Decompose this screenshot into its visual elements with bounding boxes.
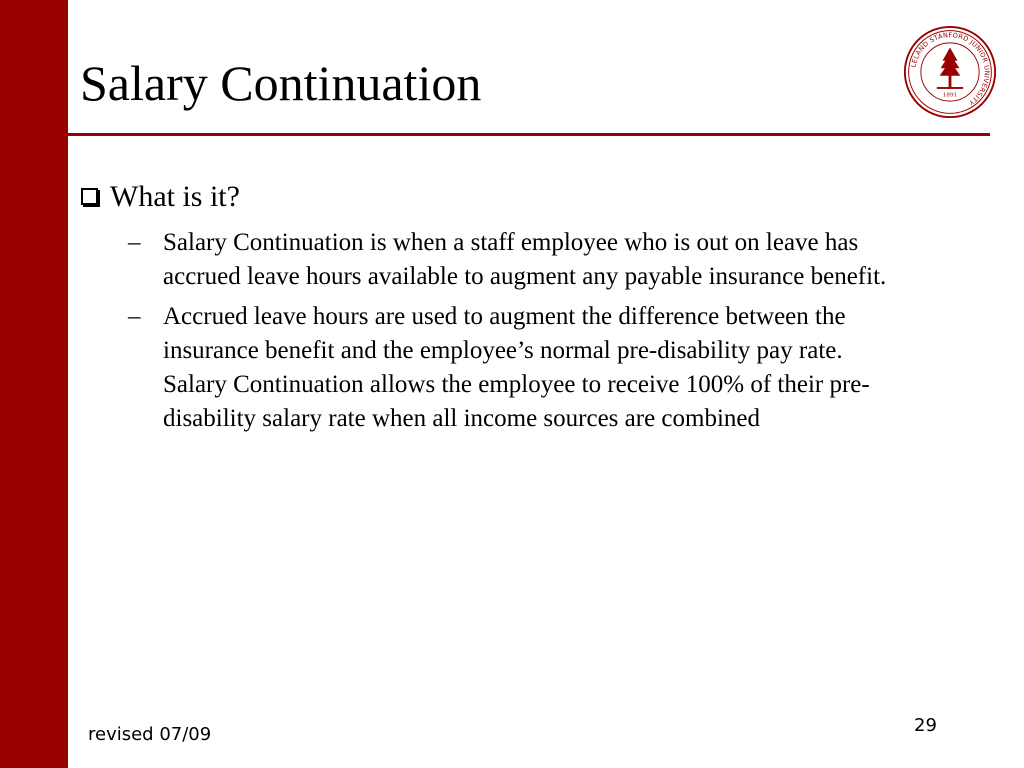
revised-date: revised 07/09 [88,724,212,745]
sub-bullet-text: Accrued leave hours are used to augment the difference between the insurance benefit and the employee’s normal pre-disability pay rate. Salary Continuation allows the employee to receive 100% of their pre-disability salary rate when all income sources are combined [163,303,870,432]
seal-text: LELAND STANFORD JUNIOR UNIVERSITY [909,31,991,107]
bullet-what-is-it [81,180,240,213]
seal-year: 1891 [942,92,958,99]
checkbox-bullet-icon [81,188,98,205]
page-number: 29 [914,715,937,736]
title-divider [68,133,990,136]
sub-bullet-item [128,226,908,294]
sub-bullet-item [128,300,908,436]
sub-bullet-list [128,226,908,442]
university-seal-icon [903,25,997,119]
slide-title: Salary Continuation [80,55,482,111]
dash-marker: – [128,229,141,256]
bullet-text: What is it? [110,180,240,213]
left-accent-bar [0,0,68,768]
dash-marker: – [128,303,141,330]
sub-bullet-text: Salary Continuation is when a staff employee who is out on leave has accrued leave hours available to augment any payable insurance benefit. [163,229,887,290]
